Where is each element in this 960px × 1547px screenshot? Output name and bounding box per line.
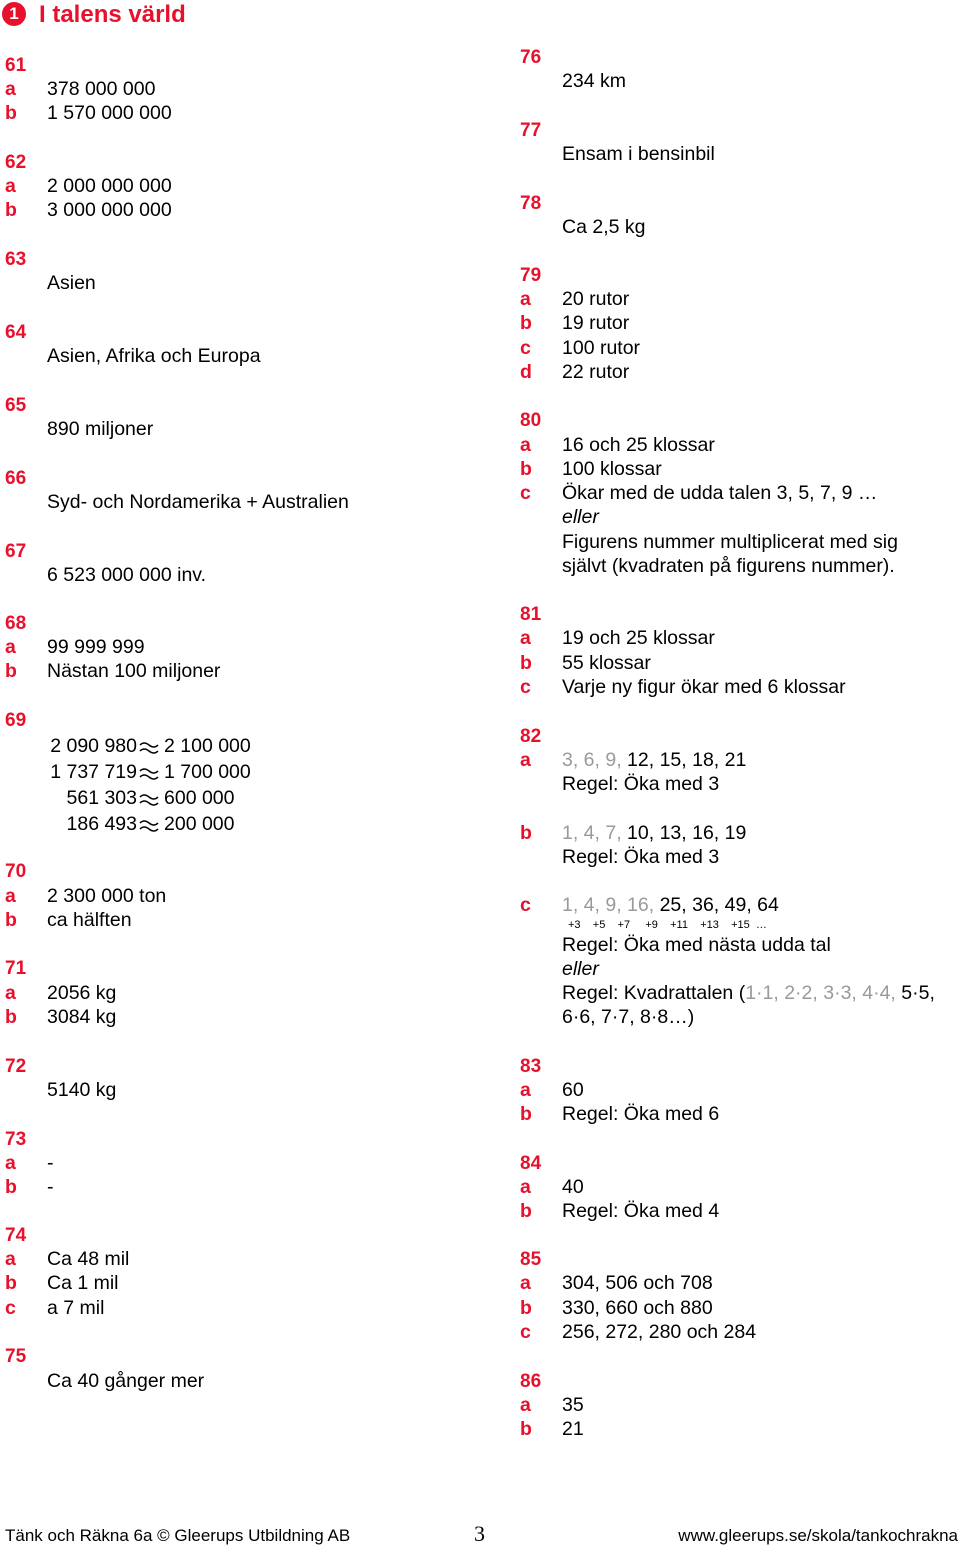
approx-icon: [136, 763, 162, 783]
answer-text: 100 klossar: [562, 458, 662, 480]
exercise-number: 76: [520, 47, 542, 68]
answer-text: 35: [562, 1394, 584, 1416]
approx-icon: [136, 815, 162, 835]
sub-label: a: [520, 1176, 531, 1198]
exercise-number: 69: [5, 710, 27, 731]
rounded-value: 200 000: [164, 813, 235, 835]
answer-terms: 5·5,: [901, 982, 935, 1004]
sub-label: a: [5, 1248, 16, 1270]
approx-icon: [136, 737, 162, 757]
answer-text: -: [47, 1152, 54, 1174]
answer-text: 3084 kg: [47, 1006, 117, 1028]
answer-text: 19 och 25 klossar: [562, 627, 715, 649]
sub-label: a: [5, 885, 16, 907]
sub-label: c: [520, 676, 531, 698]
exact-value: 561 303: [66, 787, 137, 809]
answer-text: 256, 272, 280 och 284: [562, 1321, 757, 1343]
exercise-number: 62: [5, 152, 27, 173]
answer-text: 2056 kg: [47, 982, 117, 1004]
sub-label: a: [520, 434, 531, 456]
exercise-number: 74: [5, 1225, 27, 1246]
exercise-number: 80: [520, 410, 542, 431]
answer-text: Asien: [47, 272, 96, 294]
rounded-value: 1 700 000: [164, 761, 251, 783]
sub-label: a: [520, 288, 531, 310]
answer-text: 890 miljoner: [47, 418, 154, 440]
alternative-label: eller: [562, 506, 599, 528]
answer-text: 60: [562, 1079, 584, 1101]
sub-label: b: [520, 822, 532, 844]
exercise-number: 61: [5, 55, 27, 76]
rule-text: Regel: Öka med 3: [562, 846, 720, 868]
exercise-number: 84: [520, 1153, 542, 1174]
answer-text: Varje ny figur ökar med 6 klossar: [562, 676, 846, 698]
sub-label: c: [520, 894, 531, 916]
answer-text: 2 300 000 ton: [47, 885, 167, 907]
answer-text: 304, 506 och 708: [562, 1272, 713, 1294]
exercise-number: 79: [520, 265, 542, 286]
answer-text: a 7 mil: [47, 1297, 105, 1319]
sub-label: c: [520, 1321, 531, 1343]
answer-text: Ökar med de udda talen 3, 5, 7, 9 …: [562, 482, 878, 504]
exercise-number: 85: [520, 1249, 542, 1270]
chapter-title: I talens värld: [39, 1, 186, 28]
answer-text: Ca 1 mil: [47, 1272, 119, 1294]
sub-label: c: [520, 482, 531, 504]
exercise-number: 73: [5, 1129, 27, 1150]
exercise-number: 66: [5, 468, 27, 489]
answer-text: 55 klossar: [562, 652, 651, 674]
answer-text: Ca 48 mil: [47, 1248, 130, 1270]
answer-text: 16 och 25 klossar: [562, 434, 715, 456]
exact-value: 186 493: [66, 813, 137, 835]
answer-text: Syd- och Nordamerika + Australien: [47, 491, 349, 513]
answer-text: Regel: Öka med 6: [562, 1103, 720, 1125]
footer-copyright: Tänk och Räkna 6a © Gleerups Utbildning AB: [5, 1526, 351, 1545]
sub-label: a: [520, 627, 531, 649]
given-terms: 3, 6, 9,: [562, 749, 628, 771]
sub-label: a: [5, 175, 16, 197]
answer-text: 21: [562, 1418, 584, 1440]
sub-label: b: [5, 1006, 17, 1028]
answer-text: 99 999 999: [47, 636, 145, 658]
answer-text: 5140 kg: [47, 1079, 117, 1101]
sub-label: c: [520, 337, 531, 359]
given-terms: 1, 4, 9, 16,: [562, 894, 660, 916]
answer-text: 100 rutor: [562, 337, 641, 359]
exercise-number: 67: [5, 541, 27, 562]
exercise-number: 75: [5, 1346, 27, 1367]
sub-label: b: [520, 1103, 532, 1125]
page-number: 3: [474, 1521, 485, 1546]
answer-text: 40: [562, 1176, 584, 1198]
exercise-number: 63: [5, 249, 27, 270]
sub-label: b: [5, 1272, 17, 1294]
chapter-number-badge: 1: [2, 2, 26, 26]
footer-url: www.gleerups.se/skola/tankochrakna: [678, 1526, 958, 1545]
exercise-number: 72: [5, 1056, 27, 1077]
sub-label: b: [520, 652, 532, 674]
sub-label: a: [5, 1152, 16, 1174]
rule-text: Regel: Öka med nästa udda tal: [562, 934, 831, 956]
answer-text: 22 rutor: [562, 361, 630, 383]
answer-text: ca hälften: [47, 909, 132, 931]
sub-label: b: [520, 312, 532, 334]
answer-text: Figurens nummer multiplicerat med sig: [562, 531, 898, 553]
exercise-number: 64: [5, 322, 27, 343]
exercise-number: 82: [520, 726, 542, 747]
exercise-number: 65: [5, 395, 27, 416]
answer-text: 378 000 000: [47, 78, 156, 100]
sub-label: b: [520, 458, 532, 480]
answer-text: Ca 40 gånger mer: [47, 1370, 205, 1392]
sub-label: b: [520, 1418, 532, 1440]
sub-label: a: [520, 1272, 531, 1294]
exercise-number: 70: [5, 861, 27, 882]
answer-terms: 10, 13, 16, 19: [627, 822, 747, 844]
answer-text: -: [47, 1176, 54, 1198]
sub-label: a: [520, 1394, 531, 1416]
sub-label: b: [5, 199, 17, 221]
answer-text: 6 523 000 000 inv.: [47, 564, 207, 586]
sub-label: c: [5, 1297, 16, 1319]
sub-label: a: [520, 749, 531, 771]
alternative-label: eller: [562, 958, 599, 980]
sub-label: b: [520, 1297, 532, 1319]
sub-label: a: [5, 78, 16, 100]
sub-label: a: [520, 1079, 531, 1101]
approx-icon: [136, 789, 162, 809]
number-sequence: [562, 751, 746, 771]
differences-row: +3 +5 +7 +9 +11 +13 +15 …: [568, 919, 767, 931]
answer-text: 3 000 000 000: [47, 199, 172, 221]
answer-terms: 6·6, 7·7, 8·8…): [562, 1006, 695, 1028]
answer-text: Ca 2,5 kg: [562, 216, 646, 238]
rule-text: [562, 984, 935, 1004]
rule-text: Regel: Öka med 3: [562, 773, 720, 795]
given-terms: 1·1, 2·2, 3·3, 4·4,: [745, 982, 902, 1004]
answer-terms: 25, 36, 49, 64: [659, 894, 779, 916]
exercise-number: 77: [520, 120, 542, 141]
sub-label: b: [520, 1200, 532, 1222]
exercise-number: 86: [520, 1371, 542, 1392]
given-terms: 1, 4, 7,: [562, 822, 628, 844]
answer-text: 2 000 000 000: [47, 175, 172, 197]
answer-text: 330, 660 och 880: [562, 1297, 713, 1319]
answer-text: självt (kvadraten på figurens nummer).: [562, 555, 895, 577]
answer-text: Ensam i bensinbil: [562, 143, 715, 165]
answer-text: 20 rutor: [562, 288, 630, 310]
exact-value: 1 737 719: [50, 761, 137, 783]
sub-label: a: [5, 982, 16, 1004]
sub-label: b: [5, 909, 17, 931]
sub-label: b: [5, 1176, 17, 1198]
answer-text: 234 km: [562, 70, 626, 92]
answer-text: 19 rutor: [562, 312, 630, 334]
exercise-number: 68: [5, 613, 27, 634]
rounded-value: 600 000: [164, 787, 235, 809]
answer-terms: 12, 15, 18, 21: [627, 749, 747, 771]
sub-label: a: [5, 636, 16, 658]
exercise-number: 78: [520, 193, 542, 214]
rule-prefix: Regel: Kvadrattalen (: [562, 982, 746, 1004]
exercise-number: 71: [5, 958, 27, 979]
number-sequence: [562, 824, 746, 844]
answer-text: Nästan 100 miljoner: [47, 660, 221, 682]
rounded-value: 2 100 000: [164, 735, 251, 757]
number-sequence: [562, 896, 779, 916]
exercise-number: 83: [520, 1056, 542, 1077]
answer-text: Regel: Öka med 4: [562, 1200, 720, 1222]
sub-label: d: [520, 361, 532, 383]
sub-label: b: [5, 660, 17, 682]
exercise-number: 81: [520, 604, 542, 625]
answer-text: Asien, Afrika och Europa: [47, 345, 261, 367]
exact-value: 2 090 980: [50, 735, 137, 757]
sub-label: b: [5, 102, 17, 124]
answer-text: 1 570 000 000: [47, 102, 172, 124]
